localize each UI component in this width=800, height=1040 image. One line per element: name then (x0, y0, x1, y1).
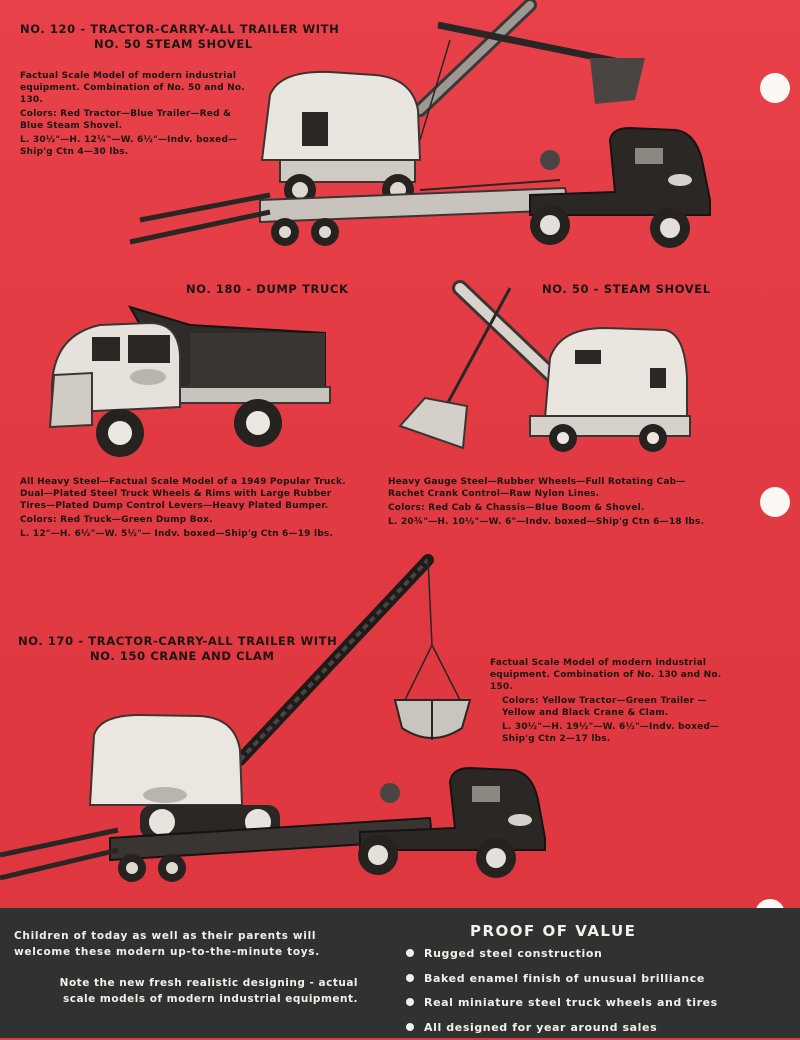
product-120-colors: Colors: Red Tractor—Blue Trailer—Red & Blue Steam Shovel. (20, 108, 252, 132)
product-50-heading: NO. 50 - STEAM SHOVEL (542, 282, 711, 297)
footer-band (0, 908, 800, 1038)
product-50-description: Heavy Gauge Steel—Rubber Wheels—Full Rotating Cab—Rachet Crank Control—Raw Nylon Lines. (388, 476, 718, 500)
bullet-icon (406, 974, 414, 982)
product-180-details (20, 476, 350, 542)
proof-item-label: Baked enamel finish of unusual brilliance (424, 972, 705, 985)
proof-item (406, 1016, 718, 1040)
product-50-photo (395, 278, 695, 468)
footer-intro-text: Children of today as well as their parents will welcome these modern up-to-the-minute toys. (14, 928, 359, 960)
product-120-description: Factual Scale Model of modern industrial equipment. Combination of No. 50 and No. 130. (20, 70, 252, 106)
product-120-heading-line2: NO. 50 STEAM SHOVEL (20, 37, 339, 52)
product-180-colors: Colors: Red Truck—Green Dump Box. (20, 514, 350, 526)
punch-hole-top (760, 73, 790, 103)
bullet-icon (406, 998, 414, 1006)
product-180-photo (40, 295, 340, 470)
product-180-dimensions: L. 12"—H. 6½"—W. 5½"— Indv. boxed—Ship'g Ctn 6—19 lbs. (20, 528, 350, 540)
product-120-dimensions: L. 30½"—H. 12¼"—W. 6½"—Indv. boxed—Ship'g Ctn 4—30 lbs. (20, 134, 252, 158)
product-180-heading: NO. 180 - DUMP TRUCK (186, 282, 348, 297)
product-50-details (388, 476, 718, 530)
bullet-icon (406, 1023, 414, 1031)
product-50-dimensions: L. 20¾"—H. 10½"—W. 6"—Indv. boxed—Ship'g Ctn 6—18 lbs. (388, 516, 718, 528)
bullet-icon (406, 949, 414, 957)
proof-item-label: Rugged steel construction (424, 947, 602, 960)
product-180-description: All Heavy Steel—Factual Scale Model of a 1949 Popular Truck. Dual—Plated Steel Truck Wheels & Rims with Large Rubber Tires—Plated Dump Control Levers—Heavy Plated Bumper. (20, 476, 350, 512)
proof-of-value-title: PROOF OF VALUE (470, 922, 636, 940)
product-170-heading-line2: NO. 150 CRANE AND CLAM (18, 649, 337, 664)
product-170-dimensions: L. 30½"—H. 19½"—W. 6½"—Indv. boxed—Ship'g Ctn 2—17 lbs. (490, 721, 722, 745)
product-120-photo (120, 0, 720, 255)
product-50-colors: Colors: Red Cab & Chassis—Blue Boom & Shovel. (388, 502, 718, 514)
product-170-photo (0, 550, 560, 890)
proof-of-value-list (406, 942, 718, 1040)
punch-hole-middle (760, 487, 790, 517)
proof-item-label: All designed for year around sales (424, 1021, 657, 1034)
product-120-heading-line1: NO. 120 - TRACTOR-CARRY-ALL TRAILER WITH (20, 22, 339, 37)
product-170-description: Factual Scale Model of modern industrial equipment. Combination of No. 130 and No. 150. (490, 657, 722, 693)
proof-item (406, 967, 718, 992)
footer-design-note: Note the new fresh realistic designing - actual scale models of modern industrial equipment. (48, 975, 358, 1007)
product-170-colors: Colors: Yellow Tractor—Green Trailer —Yellow and Black Crane & Clam. (490, 695, 722, 719)
proof-item-label: Real miniature steel truck wheels and tires (424, 996, 718, 1009)
product-170-heading-line1: NO. 170 - TRACTOR-CARRY-ALL TRAILER WITH (18, 634, 337, 649)
proof-item (406, 942, 718, 967)
proof-item (406, 991, 718, 1016)
